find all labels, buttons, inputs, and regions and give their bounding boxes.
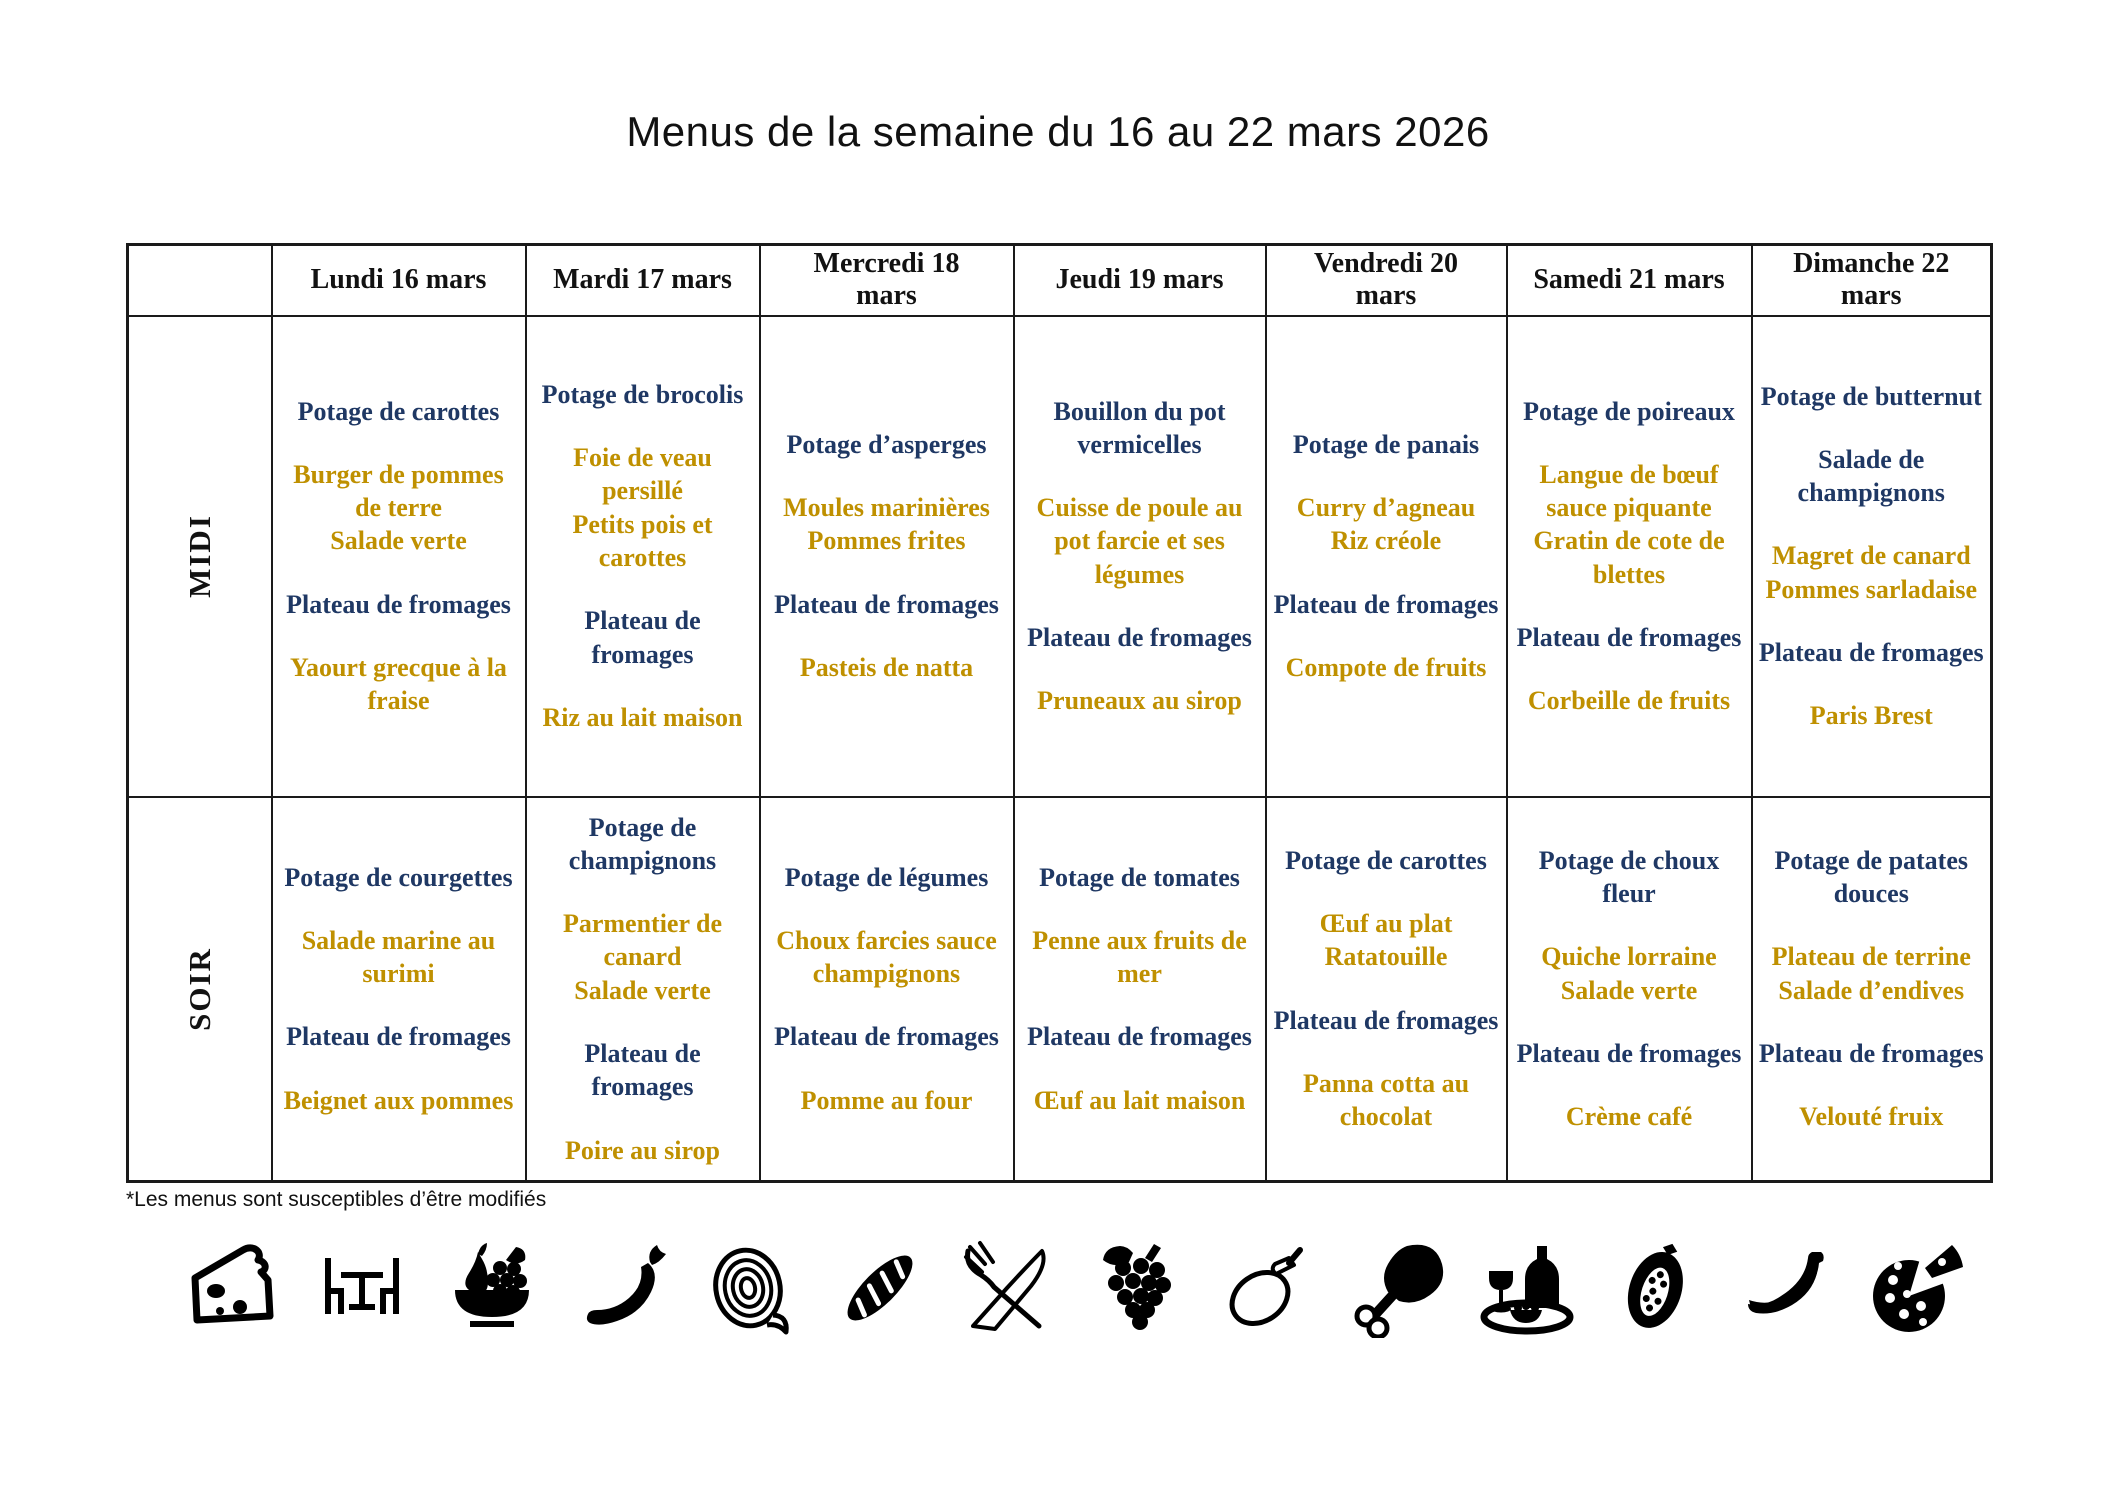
menu-item: Plateau de fromages [774, 1022, 999, 1052]
menu-item: Potage de panais [1292, 429, 1480, 459]
menu-item: Potage de tomates [1039, 862, 1240, 892]
menu-cell-midi-6 [1752, 316, 1992, 797]
menu-item: Potage de courgettes [284, 862, 513, 892]
day-header-3: Jeudi 19 mars [1014, 245, 1266, 316]
menu-item: Potage de poireaux [1523, 396, 1735, 426]
pizza-icon [1865, 1238, 1965, 1338]
menu-cell-soir-3 [1014, 797, 1266, 1182]
menu-item: Pruneaux au sirop [1037, 686, 1242, 716]
menu-item: Penne aux fruits de mer [1032, 925, 1247, 989]
menu-cell-midi-0 [272, 316, 526, 797]
menu-item: Plateau de fromages [1027, 622, 1252, 652]
day-header-4: Vendredi 20 mars [1266, 245, 1507, 316]
menu-item: Plateau de fromages [1516, 622, 1742, 652]
day-header-2: Mercredi 18 mars [760, 245, 1014, 316]
menu-cell-soir-5 [1507, 797, 1752, 1182]
menu-item: Pomme au four [800, 1085, 973, 1115]
corner-cell [128, 245, 272, 316]
menu-item: Yaourt grecque à la fraise [290, 652, 507, 716]
menu-item: Plateau de fromages [584, 606, 701, 669]
day-header-5: Samedi 21 mars [1507, 245, 1752, 316]
menu-cell-soir-0 [272, 797, 526, 1182]
wine-tray-icon [1477, 1238, 1577, 1338]
menu-cell-midi-1 [526, 316, 760, 797]
menu-item: Moules marinières Pommes frites [783, 493, 990, 556]
onion-icon [701, 1238, 801, 1338]
menu-item: Plateau de fromages [286, 589, 511, 619]
row-label-midi: MIDI [181, 514, 217, 598]
grapes-icon [1089, 1238, 1189, 1338]
menu-cell-midi-2 [760, 316, 1014, 797]
menu-cell-soir-6 [1752, 797, 1992, 1182]
menu-item: Potage de butternut [1760, 381, 1982, 411]
menu-item: Langue de bœuf sauce piquante Gratin de cote de blettes [1533, 459, 1725, 589]
menu-cell-midi-5 [1507, 316, 1752, 797]
bananas-icon [1736, 1238, 1836, 1338]
menu-cell-soir-2 [760, 797, 1014, 1182]
menu-item: Plateau de fromages [1758, 637, 1984, 667]
weekly-menu-table [126, 243, 1993, 1183]
baguette-icon [830, 1238, 930, 1338]
menu-item: Compote de fruits [1285, 652, 1487, 682]
menu-item: Potage de carottes [1285, 845, 1487, 875]
menu-item: Foie de veau persillé Petits pois et carottes [572, 443, 713, 572]
menu-item: Plateau de fromages [1273, 1005, 1499, 1035]
menu-item: Œuf au plat Ratatouille [1319, 909, 1453, 972]
menu-item: Plateau de terrine Salade d’endives [1771, 942, 1971, 1005]
menu-item: Beignet aux pommes [283, 1085, 514, 1115]
menu-cell-midi-4 [1266, 316, 1507, 797]
menu-item: Potage de champignons [568, 812, 717, 875]
menu-cell-midi-3 [1014, 316, 1266, 797]
menu-item: Curry d’agneau Riz créole [1296, 493, 1476, 556]
row-label-midi-cell [128, 316, 272, 797]
menu-item: Velouté fruix [1799, 1102, 1944, 1132]
menu-cell-soir-4 [1266, 797, 1507, 1182]
menu-item: Corbeille de fruits [1527, 686, 1731, 716]
table-chairs-icon [312, 1238, 412, 1338]
day-header-6: Dimanche 22 mars [1752, 245, 1992, 316]
menu-item: Panna cotta au chocolat [1302, 1069, 1470, 1132]
menu-item: Crème café [1565, 1102, 1693, 1132]
footnote: *Les menus sont susceptibles d’être modifiés [126, 1188, 547, 1211]
menu-item: Burger de pommes de terre Salade verte [293, 459, 504, 556]
menu-item: Pasteis de natta [799, 652, 974, 682]
day-header-0: Lundi 16 mars [272, 245, 526, 316]
menu-item: Plateau de fromages [584, 1039, 701, 1102]
menu-item: Paris Brest [1809, 701, 1933, 731]
menu-item: Plateau de fromages [1516, 1039, 1742, 1069]
midi-row [128, 316, 1992, 797]
menu-item: Quiche lorraine Salade verte [1541, 942, 1717, 1005]
menu-cell-soir-1 [526, 797, 760, 1182]
soir-row [128, 797, 1992, 1182]
chicken-leg-icon [1347, 1238, 1447, 1338]
menu-item: Magret de canard Pommes sarladaise [1765, 541, 1978, 604]
menu-item: Potage de patates douces [1774, 845, 1968, 909]
day-header-1: Mardi 17 mars [526, 245, 760, 316]
menu-item: Choux farcies sauce champignons [776, 925, 997, 989]
row-label-soir: SOIR [181, 946, 217, 1031]
menu-item: Potage d’asperges [786, 429, 987, 459]
menu-item: Bouillon du pot vermicelles [1053, 396, 1226, 459]
menu-item: Plateau de fromages [1273, 589, 1499, 619]
menu-item: Potage de légumes [784, 862, 989, 892]
page-title: Menus de la semaine du 16 au 22 mars 2026 [626, 108, 1490, 155]
chili-pepper-icon [571, 1238, 671, 1338]
menu-item: Cuisse de poule au pot farcie et ses légumes [1036, 493, 1243, 589]
menu-item: Potage de choux fleur [1538, 845, 1720, 909]
eggplant-icon [1218, 1238, 1318, 1338]
food-icons-row [183, 1236, 1965, 1340]
menu-item: Plateau de fromages [774, 589, 999, 619]
menu-item: Œuf au lait maison [1033, 1085, 1246, 1115]
row-label-soir-cell [128, 797, 272, 1182]
fork-knife-icon [959, 1238, 1059, 1338]
table-header-row [128, 245, 1992, 316]
menu-item: Plateau de fromages [286, 1022, 511, 1052]
cheese-icon [183, 1238, 283, 1338]
menu-item: Poire au sirop [564, 1135, 721, 1165]
menu-item: Potage de carottes [297, 396, 500, 426]
fruit-bowl-icon [442, 1238, 542, 1338]
menu-item: Riz au lait maison [542, 702, 743, 732]
menu-item: Plateau de fromages [1027, 1022, 1252, 1052]
menu-item: Plateau de fromages [1758, 1039, 1984, 1069]
papaya-icon [1606, 1238, 1706, 1338]
menu-item: Potage de brocolis [541, 379, 744, 409]
menu-item: Parmentier de canard Salade verte [562, 909, 723, 1005]
menu-item: Salade de champignons [1797, 444, 1945, 508]
menu-item: Salade marine au surimi [301, 925, 496, 989]
